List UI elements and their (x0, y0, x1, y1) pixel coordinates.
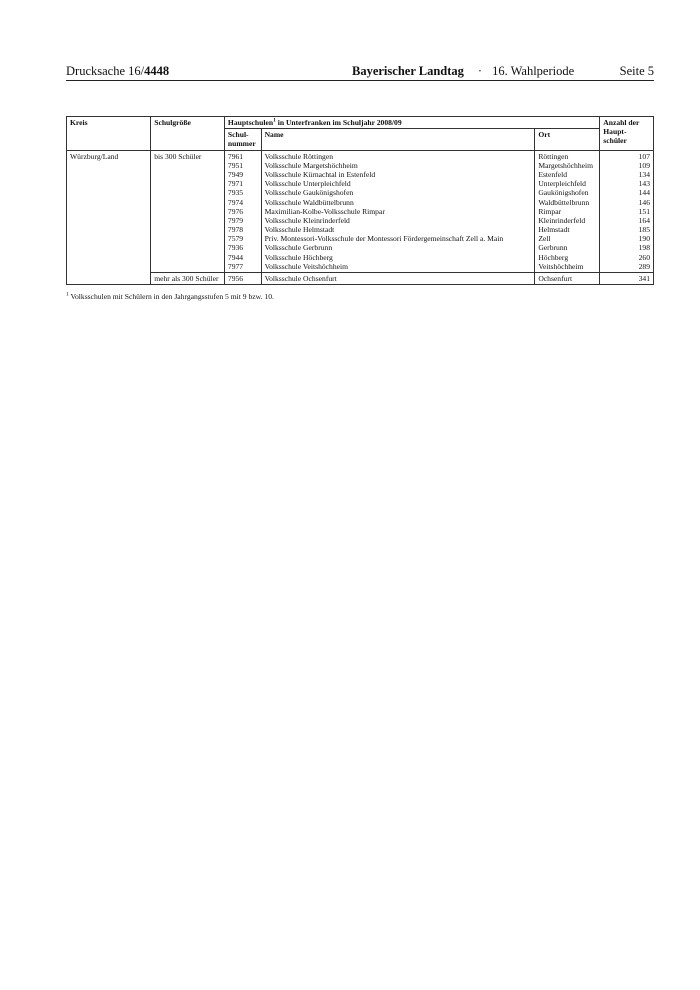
table-cell-nr: 7976 (227, 206, 244, 216)
table-cell-name: Volksschule Helmstadt (264, 225, 335, 235)
parliament-name: Bayerischer Landtag (352, 64, 464, 78)
table-cell-ort: Ochsenfurt (538, 274, 573, 284)
table-cell-ort: Rimpar (538, 206, 562, 216)
kreis-cell: Würzburg/Land (67, 150, 151, 285)
document-number: Drucksache 16/4448 (66, 64, 170, 78)
table-cell-name: Volksschule Höchberg (264, 252, 333, 262)
table-cell-ort: Estenfeld (538, 169, 567, 179)
table-cell-name: Maximilian-Kolbe-Volksschule Rimpar (264, 206, 385, 216)
table-cell-ort: Höchberg (538, 252, 569, 262)
table-cell-nr: 7977 (227, 261, 244, 271)
table-cell-nr: 7936 (227, 243, 244, 253)
schulnummer-cell (224, 150, 261, 272)
schulgroesse-cell: mehr als 300 Schüler (151, 273, 225, 285)
table-cell-name: Volksschule Kürnachtal in Estenfeld (264, 169, 376, 179)
page-number: Seite 5 (619, 64, 654, 78)
table-cell-nr: 7978 (227, 225, 244, 235)
table-cell-ort: Zell (538, 234, 551, 244)
table-cell-name: Volksschule Gaukönigshofen (264, 188, 354, 198)
header-ort: Ort (535, 129, 600, 150)
table-cell-name: Volksschule Gerbrunn (264, 243, 333, 253)
header-anzahl: Anzahl der Haupt-schüler (600, 117, 654, 151)
table-cell-anzahl: 164 (638, 215, 650, 225)
table-cell-ort: Gaukönigshofen (538, 188, 589, 198)
table-cell-ort: Waldbüttelbrunn (538, 197, 590, 207)
table-cell-nr: 7971 (227, 179, 244, 189)
table-cell-name: Volksschule Unterpleichfeld (264, 179, 351, 189)
table-cell-ort: Margetshöchheim (538, 160, 594, 170)
page-header (66, 62, 654, 81)
table-cell-ort: Gerbrunn (538, 243, 568, 253)
table-cell-anzahl: 341 (638, 274, 650, 284)
table-cell-anzahl: 107 (638, 151, 650, 161)
table-cell-name: Volksschule Röttingen (264, 151, 333, 161)
header-schulgroesse: Schulgröße (151, 117, 225, 151)
table-cell-ort: Veitshöchheim (538, 261, 584, 271)
schulgroesse-cell: bis 300 Schüler (151, 150, 225, 272)
table-cell-anzahl: 146 (638, 197, 650, 207)
footnote: $^1$ Volksschulen mit Schülern in den Jahrgangsstufen 5 mit 9 bzw. 10. (66, 291, 274, 301)
table-cell-ort: Helmstadt (538, 225, 570, 235)
table-cell-ort: Unterpleichfeld (538, 179, 586, 189)
table-cell-anzahl: 144 (638, 188, 650, 198)
table-cell-ort: Kleinrinderfeld (538, 215, 586, 225)
header-separator: · (477, 64, 483, 78)
parliament-period (352, 62, 574, 80)
table-cell-anzahl: 190 (638, 234, 650, 244)
anzahl-cell (600, 150, 654, 272)
anzahl-cell (600, 273, 654, 285)
table-cell-name: Volksschule Margetshöchheim (264, 160, 358, 170)
table-cell-anzahl: 289 (638, 261, 650, 271)
schools-table (66, 116, 654, 285)
table-cell-anzahl: 143 (638, 179, 650, 189)
table-cell-nr: 7935 (227, 188, 244, 198)
table-header-row (67, 117, 654, 129)
table-cell-anzahl: 185 (638, 225, 650, 235)
table-cell-anzahl: 109 (638, 160, 650, 170)
table-cell-nr: 7951 (227, 160, 244, 170)
name-cell (261, 273, 535, 285)
header-group-title: Hauptschulen$^1$ in Unterfranken im Schuljahr 2008/09 (224, 117, 599, 129)
table-cell-nr: 7956 (227, 274, 244, 284)
table-cell-nr: 7974 (227, 197, 244, 207)
table-cell-nr: 7949 (227, 169, 244, 179)
table-cell-name: Volksschule Veitshöchheim (264, 261, 349, 271)
table-cell-ort: Röttingen (538, 151, 569, 161)
table-cell-nr: 7944 (227, 252, 244, 262)
table-row (67, 150, 654, 272)
table-cell-name: Priv. Montessori-Volksschule der Montessori Fördergemeinschaft Zell a. Main (264, 234, 504, 244)
legislative-period: 16. Wahlperiode (492, 64, 575, 78)
schulnummer-cell (224, 273, 261, 285)
table-cell-name: Volksschule Kleinrinderfeld (264, 215, 350, 225)
table-cell-nr: 7961 (227, 151, 244, 161)
name-cell (261, 150, 535, 272)
ort-cell (535, 150, 600, 272)
table-cell-name: Volksschule Waldbüttelbrunn (264, 197, 354, 207)
table-cell-anzahl: 151 (638, 206, 650, 216)
table-cell-name: Volksschule Ochsenfurt (264, 274, 337, 284)
header-schulnummer: Schul-nummer (224, 129, 261, 150)
table-cell-anzahl: 260 (638, 252, 650, 262)
header-kreis: Kreis (67, 117, 151, 151)
table-cell-anzahl: 198 (638, 243, 650, 253)
table-cell-nr: 7579 (227, 234, 244, 244)
table-cell-nr: 7979 (227, 215, 244, 225)
table-cell-anzahl: 134 (638, 169, 650, 179)
header-name: Name (261, 129, 535, 150)
ort-cell (535, 273, 600, 285)
table-row (67, 273, 654, 285)
